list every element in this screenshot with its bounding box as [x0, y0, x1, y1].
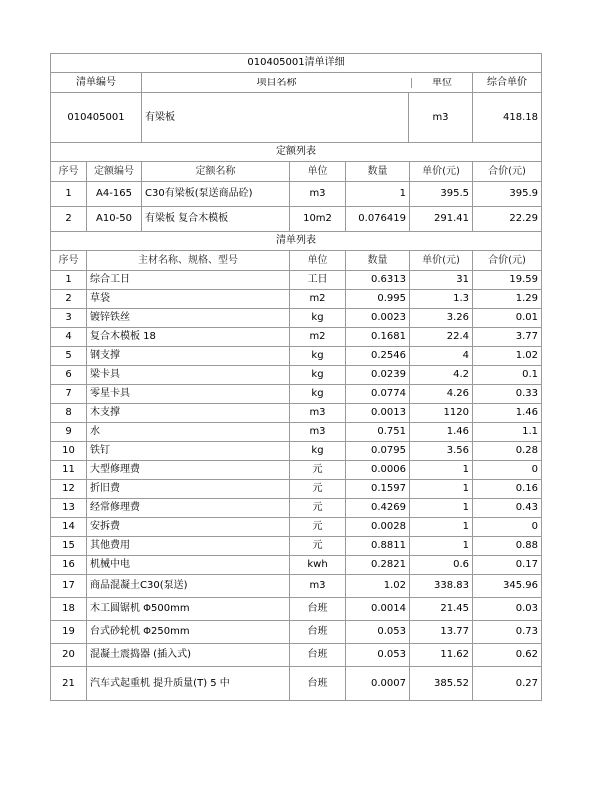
quota-cell: 有梁板 复合木模板	[142, 207, 290, 232]
quota-col-header: 合价(元)	[473, 162, 542, 182]
material-cell: 17	[51, 575, 87, 598]
material-cell: 商品混凝土C30(泵送)	[87, 575, 290, 598]
quota-col-header: 定额编号	[87, 162, 142, 182]
material-cell: 镀锌铁丝	[87, 309, 290, 328]
material-cell: m3	[290, 423, 346, 442]
bill-detail-table	[50, 53, 542, 701]
material-cell: 安拆费	[87, 518, 290, 537]
material-cell: 19	[51, 621, 87, 644]
quota-cell: A10-50	[87, 207, 142, 232]
material-cell: 0.0028	[346, 518, 410, 537]
material-cell: 经常修理费	[87, 499, 290, 518]
material-cell: m3	[290, 404, 346, 423]
material-cell: 0.01	[473, 309, 542, 328]
material-cell: 草袋	[87, 290, 290, 309]
material-cell: 0.8811	[346, 537, 410, 556]
material-row	[51, 556, 542, 575]
material-cell: 其他费用	[87, 537, 290, 556]
material-cell: 0.0014	[346, 598, 410, 621]
material-cell: kg	[290, 347, 346, 366]
material-cell: 元	[290, 537, 346, 556]
material-cell: 4	[51, 328, 87, 347]
material-cell: 1.3	[410, 290, 473, 309]
material-cell: 台班	[290, 667, 346, 701]
material-cell: 0.6	[410, 556, 473, 575]
material-cell: 0.88	[473, 537, 542, 556]
quota-col-header: 序号	[51, 162, 87, 182]
material-cell: 345.96	[473, 575, 542, 598]
material-cell: 15	[51, 537, 87, 556]
material-cell: 零星卡具	[87, 385, 290, 404]
material-cell: m2	[290, 290, 346, 309]
materials-header-row	[51, 251, 542, 271]
material-cell: 复合木模板 18	[87, 328, 290, 347]
col-header-code: 清单编号	[51, 73, 142, 93]
material-cell: 0.4269	[346, 499, 410, 518]
material-cell: 混凝土震捣器 (插入式)	[87, 644, 290, 667]
material-cell: 0.0795	[346, 442, 410, 461]
bill-code: 010405001	[51, 93, 142, 143]
material-cell: 台班	[290, 598, 346, 621]
material-cell: 工日	[290, 271, 346, 290]
material-cell: 19.59	[473, 271, 542, 290]
material-cell: 31	[410, 271, 473, 290]
materials-col-header: 数量	[346, 251, 410, 271]
material-cell: 0.0774	[346, 385, 410, 404]
material-cell: 1	[51, 271, 87, 290]
material-cell: 0.2821	[346, 556, 410, 575]
material-cell: 3.56	[410, 442, 473, 461]
material-cell: 10	[51, 442, 87, 461]
material-row	[51, 423, 542, 442]
material-cell: 0	[473, 518, 542, 537]
material-cell: kg	[290, 309, 346, 328]
material-row	[51, 575, 542, 598]
material-row	[51, 404, 542, 423]
material-cell: 13.77	[410, 621, 473, 644]
material-cell: 汽车式起重机 提升质量(T) 5 中	[87, 667, 290, 701]
materials-col-header: 单价(元)	[410, 251, 473, 271]
quota-cell: 22.29	[473, 207, 542, 232]
material-cell: 1	[410, 537, 473, 556]
material-cell: 水	[87, 423, 290, 442]
col-header-unit: 单位	[432, 77, 452, 88]
materials-col-header: 主材名称、规格、型号	[87, 251, 290, 271]
material-cell: 大型修理费	[87, 461, 290, 480]
material-row	[51, 385, 542, 404]
material-cell: kwh	[290, 556, 346, 575]
material-row	[51, 347, 542, 366]
material-cell: 385.52	[410, 667, 473, 701]
materials-col-header: 序号	[51, 251, 87, 271]
material-cell: 0.0013	[346, 404, 410, 423]
sheet-title: 010405001清单详细	[51, 54, 542, 73]
quota-cell: 10m2	[290, 207, 346, 232]
material-cell: 0.27	[473, 667, 542, 701]
material-cell: 0.0023	[346, 309, 410, 328]
quota-section-title: 定额列表	[51, 143, 542, 162]
material-cell: 21	[51, 667, 87, 701]
material-row	[51, 518, 542, 537]
material-cell: 1.02	[346, 575, 410, 598]
material-cell: 元	[290, 461, 346, 480]
material-row	[51, 290, 542, 309]
material-cell: 0.2546	[346, 347, 410, 366]
material-cell: 0	[473, 461, 542, 480]
material-cell: 0.0239	[346, 366, 410, 385]
material-cell: 3	[51, 309, 87, 328]
material-cell: 11.62	[410, 644, 473, 667]
quota-cell: C30有梁板(泵送商品砼)	[142, 182, 290, 207]
material-cell: 13	[51, 499, 87, 518]
material-cell: 台班	[290, 644, 346, 667]
quota-cell: 395.9	[473, 182, 542, 207]
materials-col-header: 单位	[290, 251, 346, 271]
quota-cell: A4-165	[87, 182, 142, 207]
material-row	[51, 621, 542, 644]
material-cell: 0.6313	[346, 271, 410, 290]
material-cell: 元	[290, 518, 346, 537]
material-cell: 0.28	[473, 442, 542, 461]
material-cell: 4	[410, 347, 473, 366]
material-cell: 0.62	[473, 644, 542, 667]
material-row	[51, 644, 542, 667]
material-cell: 9	[51, 423, 87, 442]
material-row	[51, 480, 542, 499]
material-cell: 18	[51, 598, 87, 621]
bill-unit: m3	[432, 111, 449, 123]
material-cell: 0.17	[473, 556, 542, 575]
material-row	[51, 598, 542, 621]
material-cell: 钢支撑	[87, 347, 290, 366]
quota-col-header: 定额名称	[142, 162, 290, 182]
material-row	[51, 309, 542, 328]
col-header-price: 综合单价	[473, 73, 542, 93]
material-cell: 6	[51, 366, 87, 385]
material-cell: 1120	[410, 404, 473, 423]
material-cell: 0.16	[473, 480, 542, 499]
material-cell: 0.751	[346, 423, 410, 442]
material-cell: 4.2	[410, 366, 473, 385]
material-cell: 元	[290, 499, 346, 518]
material-cell: 0.33	[473, 385, 542, 404]
material-cell: 16	[51, 556, 87, 575]
material-row	[51, 537, 542, 556]
material-cell: 0.053	[346, 621, 410, 644]
material-cell: 0.1597	[346, 480, 410, 499]
quota-cell: 2	[51, 207, 87, 232]
material-cell: 台式砂轮机 Φ250mm	[87, 621, 290, 644]
material-cell: m3	[290, 575, 346, 598]
quota-cell: m3	[290, 182, 346, 207]
material-cell: 折旧费	[87, 480, 290, 499]
material-row	[51, 366, 542, 385]
quota-cell: 1	[51, 182, 87, 207]
material-cell: 4.26	[410, 385, 473, 404]
quota-cell: 1	[346, 182, 410, 207]
material-cell: 铁钉	[87, 442, 290, 461]
material-row	[51, 461, 542, 480]
material-cell: 20	[51, 644, 87, 667]
material-cell: 0.0007	[346, 667, 410, 701]
material-cell: 21.45	[410, 598, 473, 621]
quota-cell: 395.5	[410, 182, 473, 207]
material-cell: 5	[51, 347, 87, 366]
material-cell: 1	[410, 518, 473, 537]
quota-cell: 0.076419	[346, 207, 410, 232]
material-row	[51, 499, 542, 518]
material-cell: 1.46	[473, 404, 542, 423]
col-header-name: 项目名称	[142, 78, 412, 88]
material-cell: 14	[51, 518, 87, 537]
material-cell: m2	[290, 328, 346, 347]
material-cell: 1	[410, 461, 473, 480]
material-row	[51, 328, 542, 347]
quota-col-header: 数量	[346, 162, 410, 182]
material-cell: kg	[290, 385, 346, 404]
material-cell: 1	[410, 499, 473, 518]
materials-section-title: 清单列表	[51, 232, 542, 251]
quota-col-header: 单价(元)	[410, 162, 473, 182]
bill-detail-sheet	[50, 53, 541, 701]
materials-col-header: 合价(元)	[473, 251, 542, 271]
material-cell: 3.77	[473, 328, 542, 347]
material-cell: 0.0006	[346, 461, 410, 480]
material-cell: 2	[51, 290, 87, 309]
material-cell: 1.46	[410, 423, 473, 442]
quota-col-header: 单位	[290, 162, 346, 182]
material-cell: 338.83	[410, 575, 473, 598]
material-row	[51, 442, 542, 461]
bill-price: 418.18	[473, 93, 542, 143]
material-cell: 台班	[290, 621, 346, 644]
quota-row	[51, 207, 542, 232]
material-cell: 1.29	[473, 290, 542, 309]
material-cell: 机械中电	[87, 556, 290, 575]
material-row	[51, 271, 542, 290]
bill-name: 有梁板	[142, 93, 409, 142]
material-cell: 1	[410, 480, 473, 499]
material-cell: 0.1681	[346, 328, 410, 347]
material-cell: 0.73	[473, 621, 542, 644]
quota-header-row	[51, 162, 542, 182]
material-cell: 1.02	[473, 347, 542, 366]
material-cell: 0.053	[346, 644, 410, 667]
material-cell: 综合工日	[87, 271, 290, 290]
material-cell: 3.26	[410, 309, 473, 328]
material-cell: 元	[290, 480, 346, 499]
material-cell: kg	[290, 366, 346, 385]
material-cell: 8	[51, 404, 87, 423]
material-cell: 木支撑	[87, 404, 290, 423]
material-cell: 0.03	[473, 598, 542, 621]
material-cell: kg	[290, 442, 346, 461]
material-cell: 0.995	[346, 290, 410, 309]
material-cell: 7	[51, 385, 87, 404]
quota-row	[51, 182, 542, 207]
material-cell: 梁卡具	[87, 366, 290, 385]
material-cell: 1.1	[473, 423, 542, 442]
material-cell: 0.1	[473, 366, 542, 385]
material-cell: 22.4	[410, 328, 473, 347]
material-cell: 12	[51, 480, 87, 499]
quota-cell: 291.41	[410, 207, 473, 232]
material-cell: 11	[51, 461, 87, 480]
material-cell: 0.43	[473, 499, 542, 518]
material-cell: 木工圆锯机 Φ500mm	[87, 598, 290, 621]
material-row	[51, 667, 542, 701]
